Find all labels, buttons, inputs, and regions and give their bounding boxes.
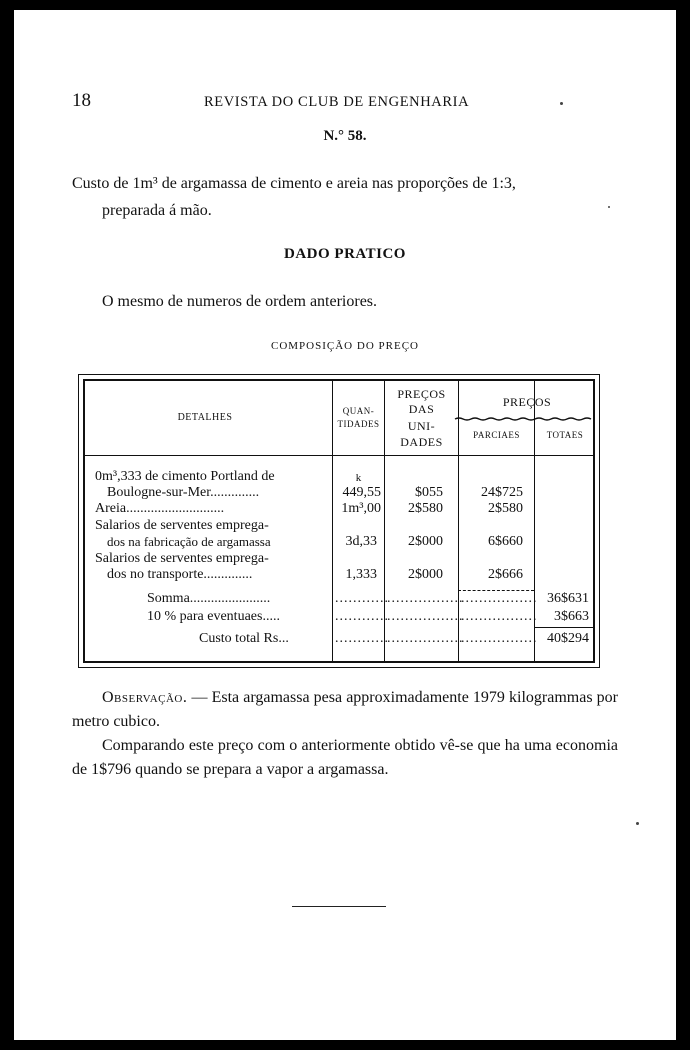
row-4-unit-price: 2$000 (408, 567, 443, 582)
row-1-detail-line-2: Boulogne-sur-Mer.............. (107, 485, 260, 500)
header-precos-unidades-1: PREÇOS (397, 387, 446, 401)
row-2-partial: 2$580 (488, 501, 523, 516)
leader-dots: ............ (335, 591, 389, 606)
intro-line-1: Custo de 1m³ de argamassa de cimento e areia nas proporções de 1:3, (72, 175, 516, 192)
paper-speck (636, 822, 639, 825)
sum-label: Somma....................... (147, 591, 271, 606)
leader-dots: ............ (335, 609, 389, 624)
row-1-detail-line-1: 0m³,333 de cimento Portland de (95, 469, 275, 484)
leader-dots: ................. (387, 609, 464, 624)
row-4-quantity: 1,333 (345, 567, 377, 582)
leader-dots: ................. (461, 591, 538, 606)
row-2-detail: Areia............................ (95, 501, 225, 516)
grand-total-value: 40$294 (547, 631, 589, 646)
comparison-paragraph: Comparando este preço com o anteriormente obtido vê-se que ha uma economia de 1$796 quando se prepara a vapor a argamassa. (72, 737, 618, 778)
contingency-label: 10 % para eventuaes..... (147, 609, 280, 624)
observation-label: Observação. (102, 689, 188, 706)
row-1-quantity: 449,55 (342, 485, 381, 500)
header-detalhes: DETALHES (177, 412, 233, 423)
table-inner-frame (83, 379, 595, 663)
header-precos-unidades-4: DADES (400, 435, 443, 449)
row-2-quantity: 1m³,00 (341, 501, 381, 516)
leader-dots: ................. (387, 591, 464, 606)
header-parciaes: PARCIAES (473, 430, 520, 440)
document-page (14, 10, 676, 1040)
row-1-unit-price: $055 (415, 485, 443, 500)
leader-dots: ................. (461, 609, 538, 624)
page-number: 18 (72, 90, 91, 111)
price-composition-table (78, 374, 600, 668)
table-caption: COMPOSIÇÃO DO PREÇO (271, 340, 419, 352)
intro-paragraph (72, 170, 612, 224)
row-3-quantity: 3d,33 (345, 534, 377, 549)
header-precos-unidades-2: DAS (408, 402, 435, 416)
header-rule (85, 455, 593, 456)
header-totaes: TOTAES (546, 430, 584, 440)
leader-dots: ................. (461, 631, 538, 646)
observation-text: — Esta argamassa pesa approximadamente 1979 kilogrammas por metro cubico. (72, 689, 618, 730)
header-quantidades-2: TIDADES (337, 419, 380, 429)
row-3-detail-line-2: dos na fabricação de argamassa (107, 534, 271, 549)
wave-ornament (455, 417, 591, 421)
leader-dots: ............ (335, 631, 389, 646)
row-4-partial: 2$666 (488, 567, 523, 582)
observation-paragraph (72, 686, 618, 734)
closing-rule (292, 906, 386, 907)
header-precos-unidades-3: UNI- (407, 419, 436, 433)
row-4-detail-line-2: dos no transporte.............. (107, 567, 253, 582)
sum-total: 36$631 (547, 591, 589, 606)
row-1-partial: 24$725 (481, 485, 523, 500)
same-as-previous-note: O mesmo de numeros de ordem anteriores. (102, 293, 378, 310)
paper-speck (560, 102, 563, 105)
header-quantidades-1: QUAN- (342, 406, 375, 416)
row-1-qty-unit: k (355, 472, 362, 484)
item-number: N.° 58. (323, 128, 367, 144)
observation-block (72, 686, 618, 782)
row-2-unit-price: 2$580 (408, 501, 443, 516)
row-3-partial: 6$660 (488, 534, 523, 549)
intro-line-2: preparada á mão. (102, 202, 212, 219)
header-precos: PREÇOS (502, 395, 552, 409)
section-subtitle: DADO PRATICO (284, 246, 406, 262)
running-title: REVISTA DO CLUB DE ENGENHARIA (204, 94, 470, 110)
contingency-total: 3$663 (554, 609, 589, 624)
paper-speck (608, 206, 610, 208)
row-3-unit-price: 2$000 (408, 534, 443, 549)
leader-dots: ................. (387, 631, 464, 646)
grand-total-label: Custo total Rs... (199, 631, 289, 646)
row-3-detail-line-1: Salarios de serventes emprega- (95, 518, 269, 533)
total-sum-rule (534, 627, 593, 628)
row-4-detail-line-1: Salarios de serventes emprega- (95, 551, 269, 566)
